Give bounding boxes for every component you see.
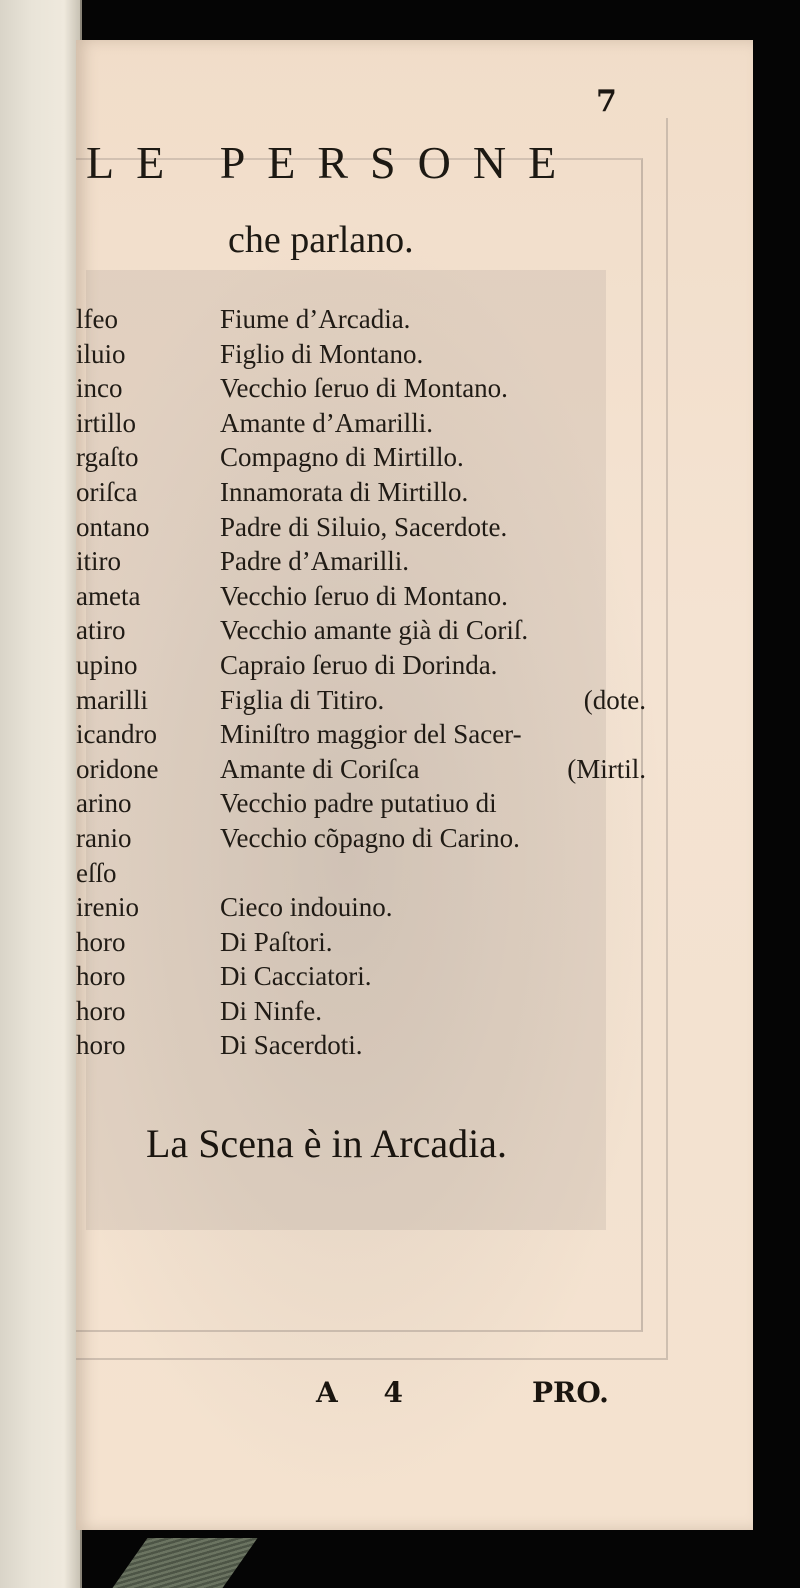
cast-list: [76, 304, 676, 1065]
cast-row: [76, 512, 676, 547]
cast-row: [76, 961, 676, 996]
catchword: PRO.: [532, 1376, 609, 1409]
character-name: atiro: [76, 615, 126, 646]
character-role: Vecchio ſeruo di Montano.: [220, 373, 508, 404]
character-name: eſſo: [76, 857, 117, 888]
character-name: marilli: [76, 684, 148, 715]
cast-row: [76, 650, 676, 685]
cast-row: [76, 719, 676, 754]
character-name: iluio: [76, 338, 126, 369]
character-name: ranio: [76, 822, 132, 853]
character-role: Vecchio ſeruo di Montano.: [220, 580, 508, 611]
character-role: Padre di Siluio, Sacerdote.: [220, 511, 508, 542]
page-title: LE PERSONE: [86, 137, 579, 188]
role-overflow: (dote.: [583, 684, 646, 715]
cast-row: [76, 304, 676, 339]
cast-row: [76, 477, 676, 512]
cast-row: [76, 442, 676, 477]
character-name: horo: [76, 1030, 126, 1061]
character-role: Di Cacciatori.: [220, 961, 372, 992]
character-role: Capraio ſeruo di Dorinda.: [220, 649, 498, 680]
cast-row: [76, 892, 676, 927]
book-page: [76, 40, 753, 1530]
page-number: 7: [596, 84, 617, 119]
character-name: upino: [76, 649, 138, 680]
character-name: rgaſto: [76, 442, 139, 473]
character-role: Fiume d’Arcadia.: [220, 304, 411, 334]
character-name: inco: [76, 373, 123, 404]
cast-row: [76, 927, 676, 962]
character-role: Vecchio padre putatiuo di: [220, 788, 497, 819]
character-name: irenio: [76, 892, 139, 923]
cast-row: [76, 373, 676, 408]
bookmark-ribbon: [112, 1538, 257, 1588]
character-name: oriſca: [76, 476, 138, 507]
character-role: Amante d’Amarilli.: [220, 407, 433, 438]
cast-row: [76, 685, 676, 720]
character-role: Cieco indouino.: [220, 892, 393, 923]
cast-row: [76, 339, 676, 374]
character-role: Compagno di Mirtillo.: [220, 442, 464, 473]
cast-row: [76, 788, 676, 823]
character-role: Vecchio amante già di Coriſ.: [220, 615, 529, 646]
character-name: horo: [76, 926, 126, 957]
character-name: horo: [76, 995, 126, 1026]
character-name: icandro: [76, 719, 157, 750]
cast-row: [76, 754, 676, 789]
character-name: lfeo: [76, 304, 118, 334]
character-role: Innamorata di Mirtillo.: [220, 476, 469, 507]
character-role: Figlio di Montano.: [220, 338, 424, 369]
cast-row: [76, 1030, 676, 1065]
character-role: Di Paſtori.: [220, 926, 333, 957]
signature-mark: A 4: [316, 1376, 421, 1409]
character-role: Amante di Coriſca: [220, 753, 420, 784]
role-overflow: (Mirtil.: [567, 753, 646, 784]
scene-note: La Scena è in Arcadia.: [146, 1121, 507, 1166]
cast-row: [76, 858, 676, 893]
character-name: ontano: [76, 511, 150, 542]
cast-row: [76, 581, 676, 616]
character-role: Vecchio cõpagno di Carino.: [220, 822, 520, 853]
character-name: itiro: [76, 546, 121, 577]
character-role: Di Sacerdoti.: [220, 1030, 363, 1061]
cast-row: [76, 615, 676, 650]
cast-row: [76, 408, 676, 443]
page-subtitle: che parlano.: [228, 219, 414, 261]
character-name: horo: [76, 961, 126, 992]
character-role: Figlia di Titiro.: [220, 684, 385, 715]
cast-row: [76, 996, 676, 1031]
cast-row: [76, 546, 676, 581]
character-name: ameta: [76, 580, 141, 611]
cast-row: [76, 823, 676, 858]
character-role: Miniſtro maggior del Sacer-: [220, 719, 522, 750]
facing-page-edge: [0, 0, 82, 1588]
character-name: irtillo: [76, 407, 136, 438]
character-role: Di Ninfe.: [220, 995, 322, 1026]
character-name: arino: [76, 788, 132, 819]
character-role: Padre d’Amarilli.: [220, 546, 409, 577]
character-name: oridone: [76, 753, 159, 784]
